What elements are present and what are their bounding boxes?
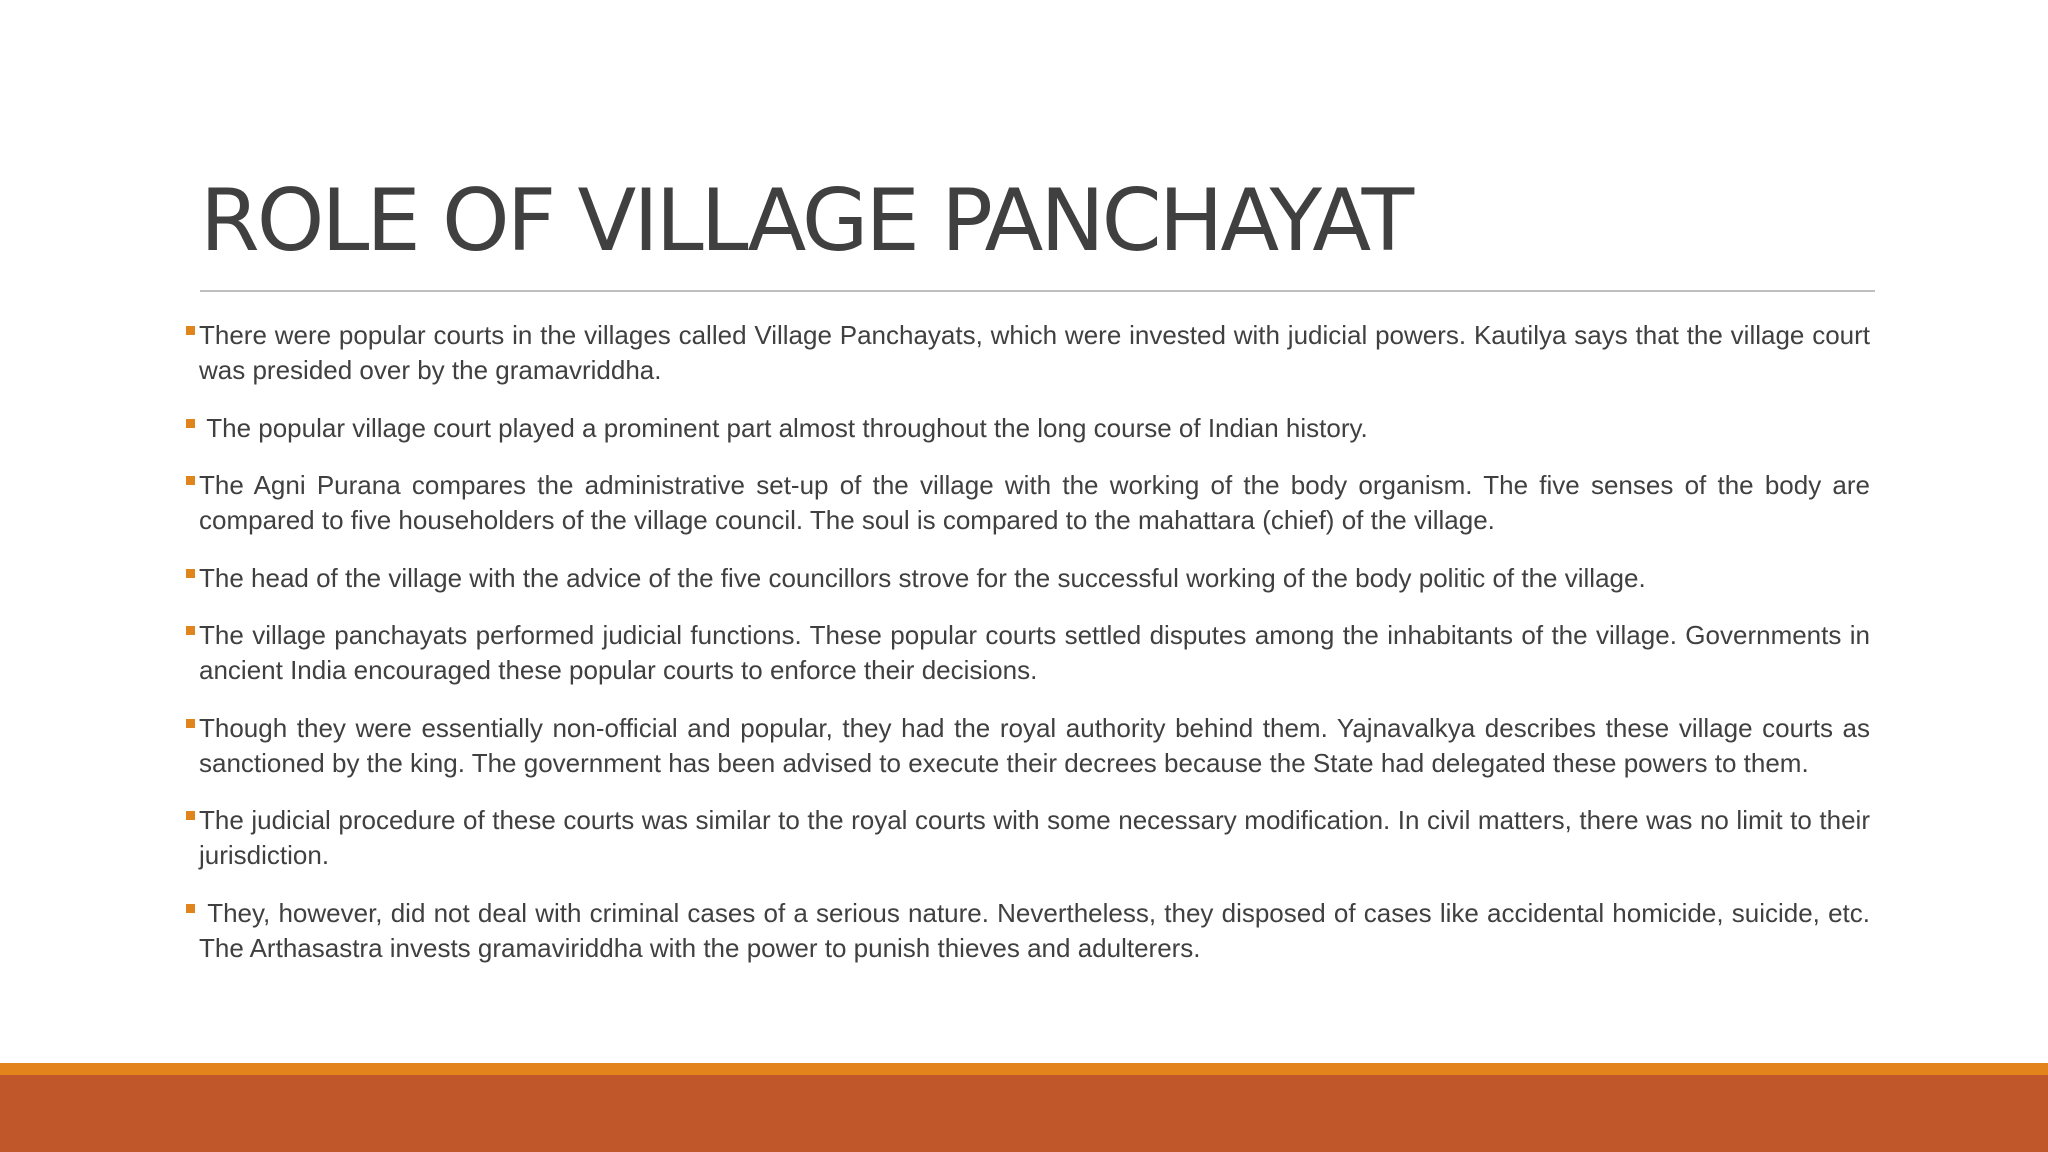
slide-title: ROLE OF VILLAGE PANCHAYAT xyxy=(200,171,1412,271)
bullet-square-icon xyxy=(186,419,195,428)
bullet-text: There were popular courts in the villages called Village Panchayats, which were invested with judicial powers. Kautilya says that the village court was presided over by the gramavriddha. xyxy=(199,320,1870,385)
bullet-square-icon xyxy=(186,719,195,728)
bullet-item xyxy=(186,896,1877,966)
bullet-item xyxy=(186,561,1870,596)
bullet-item xyxy=(186,711,1870,781)
bullet-list xyxy=(186,318,1877,988)
bullet-square-icon xyxy=(186,811,195,820)
bullet-square-icon xyxy=(186,626,195,635)
bullet-item xyxy=(186,803,1870,873)
bullet-text: The judicial procedure of these courts was similar to the royal courts with some necessary modification. In civil matters, there was no limit to their jurisdiction. xyxy=(199,805,1870,870)
bullet-item xyxy=(186,318,1870,388)
bullet-square-icon xyxy=(186,326,195,335)
bullet-text: The Agni Purana compares the administrative set-up of the village with the working of the body organism. The five senses of the body are compared to five householders of the village council. The soul is compared to the mahattara (chief) of the village. xyxy=(199,470,1870,535)
bullet-text: Though they were essentially non-official and popular, they had the royal authority behind them. Yajnavalkya describes these village courts as sanctioned by the king. The government has been advised to execute their decrees because the State had delegated these powers to them. xyxy=(199,712,1870,778)
bullet-square-icon xyxy=(186,476,195,485)
bullet-text: The popular village court played a prominent part almost throughout the long course of Indian history. xyxy=(199,412,1368,443)
bullet-item xyxy=(186,411,1870,446)
bullet-square-icon xyxy=(186,904,195,913)
footer-bar xyxy=(0,1075,2048,1152)
bullet-square-icon xyxy=(186,569,195,578)
bullet-item xyxy=(186,468,1870,538)
bullet-item xyxy=(186,618,1870,688)
bullet-text: They, however, did not deal with criminal cases of a serious nature. Nevertheless, they disposed of cases like accidental homicide, suicide, etc. The Arthasastra invests gramaviriddha with the power to punish thieves and adulterers. xyxy=(199,897,1877,963)
title-divider xyxy=(200,290,1875,292)
footer-accent-stripe xyxy=(0,1063,2048,1075)
bullet-text: The head of the village with the advice of the five councillors strove for the successful working of the body politic of the village. xyxy=(199,562,1646,593)
bullet-text: The village panchayats performed judicial functions. These popular courts settled disputes among the inhabitants of the village. Governments in ancient India encouraged these popular courts to enforce their decisions. xyxy=(199,620,1870,685)
